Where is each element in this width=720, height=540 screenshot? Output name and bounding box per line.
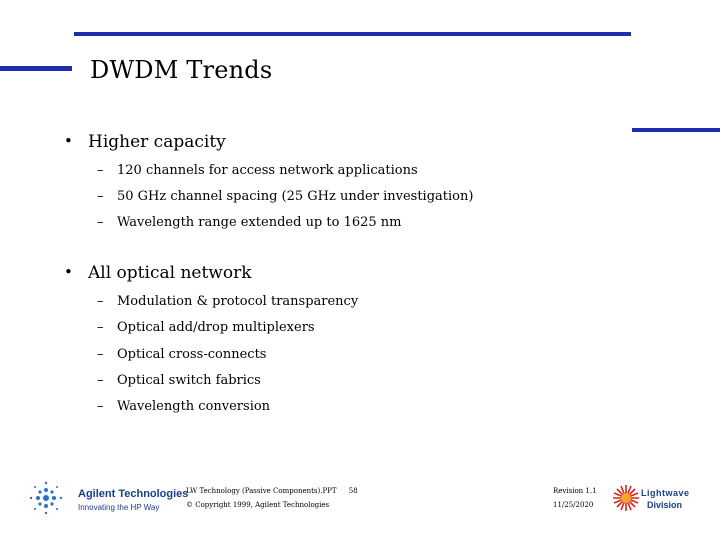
subitem <box>97 399 271 414</box>
dash-marker: – <box>97 320 104 335</box>
company-tagline: Innovating the HP Way <box>78 503 160 512</box>
doc-ref: LW Technology (Passive Components).PPT <box>186 487 337 495</box>
bullet-text: Higher capacity <box>88 132 226 152</box>
footer-date: 11/25/2020 <box>553 501 594 509</box>
top-accent-bar <box>74 32 631 36</box>
page-number: 58 <box>348 487 358 495</box>
footer-copyright: © Copyright 1999, Agilent Technologies <box>186 501 330 509</box>
dash-marker: – <box>97 215 104 230</box>
dash-marker: – <box>97 294 104 309</box>
dash-marker: – <box>97 347 104 362</box>
left-accent-bar <box>0 66 72 71</box>
subitem-text: 120 channels for access network applications <box>117 163 418 178</box>
bullet-all-optical-network <box>64 263 252 283</box>
footer-revision: Revision 1.1 <box>553 487 597 495</box>
subitem-text: Wavelength conversion <box>117 399 271 414</box>
subitem <box>97 163 418 178</box>
subitem <box>97 320 315 335</box>
subitem-text: Optical cross-connects <box>117 347 267 362</box>
dash-marker: – <box>97 163 104 178</box>
subitem-text: Optical switch fabrics <box>117 373 261 388</box>
bullet-marker: • <box>64 263 73 281</box>
subitem <box>97 294 359 309</box>
subitem <box>97 347 267 362</box>
footer-doc-ref <box>186 487 358 495</box>
company-name: Agilent Technologies <box>78 488 189 500</box>
lightwave-starburst-icon <box>612 484 640 512</box>
dash-marker: – <box>97 189 104 204</box>
division-logo-line2: Division <box>647 500 683 510</box>
bullet-higher-capacity <box>64 132 226 152</box>
subitem <box>97 189 474 204</box>
dash-marker: – <box>97 373 104 388</box>
subitem-text: 50 GHz channel spacing (25 GHz under investigation) <box>117 189 474 204</box>
subitem-text: Modulation & protocol transparency <box>117 294 359 309</box>
subitem <box>97 215 402 230</box>
subitem-text: Wavelength range extended up to 1625 nm <box>117 215 402 230</box>
division-logo-line1: Lightwave <box>641 488 690 498</box>
subitem-text: Optical add/drop multiplexers <box>117 320 315 335</box>
right-accent-bar <box>632 128 720 132</box>
subitem <box>97 373 261 388</box>
bullet-text: All optical network <box>88 263 252 283</box>
agilent-spark-logo-icon <box>26 478 66 518</box>
dash-marker: – <box>97 399 104 414</box>
slide-title: DWDM Trends <box>90 56 273 84</box>
bullet-marker: • <box>64 132 73 150</box>
